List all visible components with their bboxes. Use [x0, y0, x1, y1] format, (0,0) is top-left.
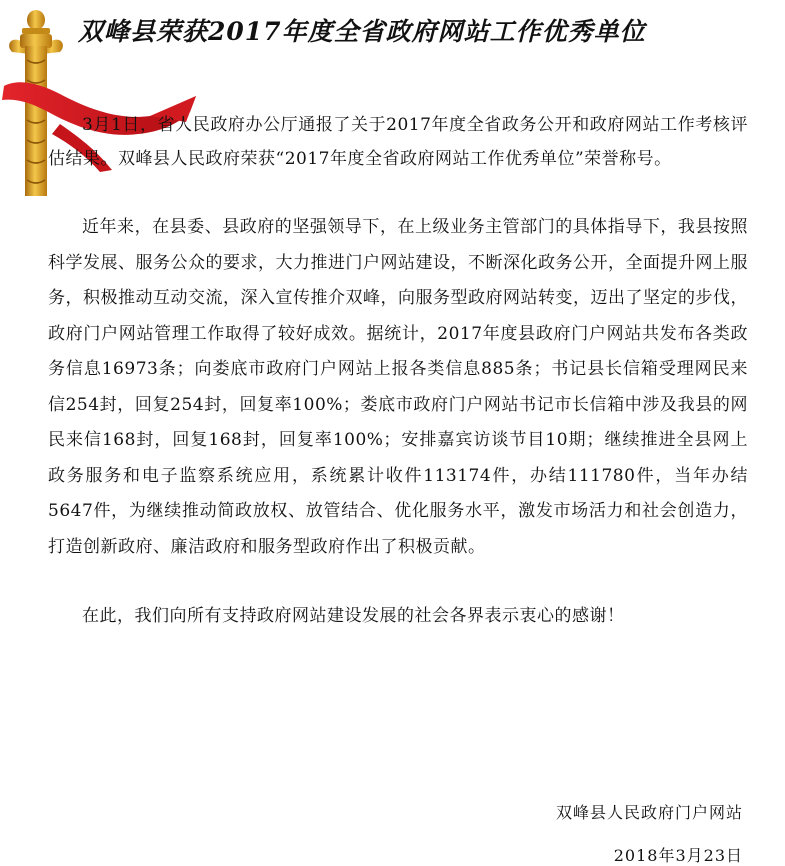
article-title: 双峰县荣获2017年度全省政府网站工作优秀单位	[78, 17, 646, 46]
signature-date: 2018年3月23日	[613, 846, 743, 865]
paragraph-announcement: 3月1日，省人民政府办公厅通报了关于2017年度全省政务公开和政府网站工作考核评估结果。双峰县人民政府荣获“2017年度全省政府网站工作优秀单位”荣誉称号。	[48, 115, 748, 169]
paragraph-thanks: 在此，我们向所有支持政府网站建设发展的社会各界表示衷心的感谢！	[82, 606, 625, 626]
article-body	[48, 108, 748, 633]
signature-organization: 双峰县人民政府门户网站	[555, 803, 743, 822]
paragraph-achievements: 近年来，在县委、县政府的坚强领导下，在上级业务主管部门的具体指导下，我县按照科学发展、服务公众的要求，大力推进门户网站建设，不断深化政务公开，全面提升网上服务，积极推动互动交流，深入宣传推介双峰，向服务型政府网站转变，迈出了坚定的步伐，政府门户网站管理工作取得了较好成效。据统计，2017年度县政府门户网站共发布各类政务信息16973条；向娄底市政府门户网站上报各类信息885条；书记县长信箱受理网民来信254封，回复254封，回复率100%；娄底市政府门户网站书记市长信箱中涉及我县的网民来信168封，回复168封，回复率100%；安排嘉宾访谈节目10期；继续推进全县网上政务服务和电子监察系统应用，系统累计收件113174件，办结111780件，当年办结5647件，为继续推动简政放权、放管结合、优化服务水平，激发市场活力和社会创造力，打造创新政府、廉洁政府和服务型政府作出了积极贡献。	[48, 217, 748, 557]
